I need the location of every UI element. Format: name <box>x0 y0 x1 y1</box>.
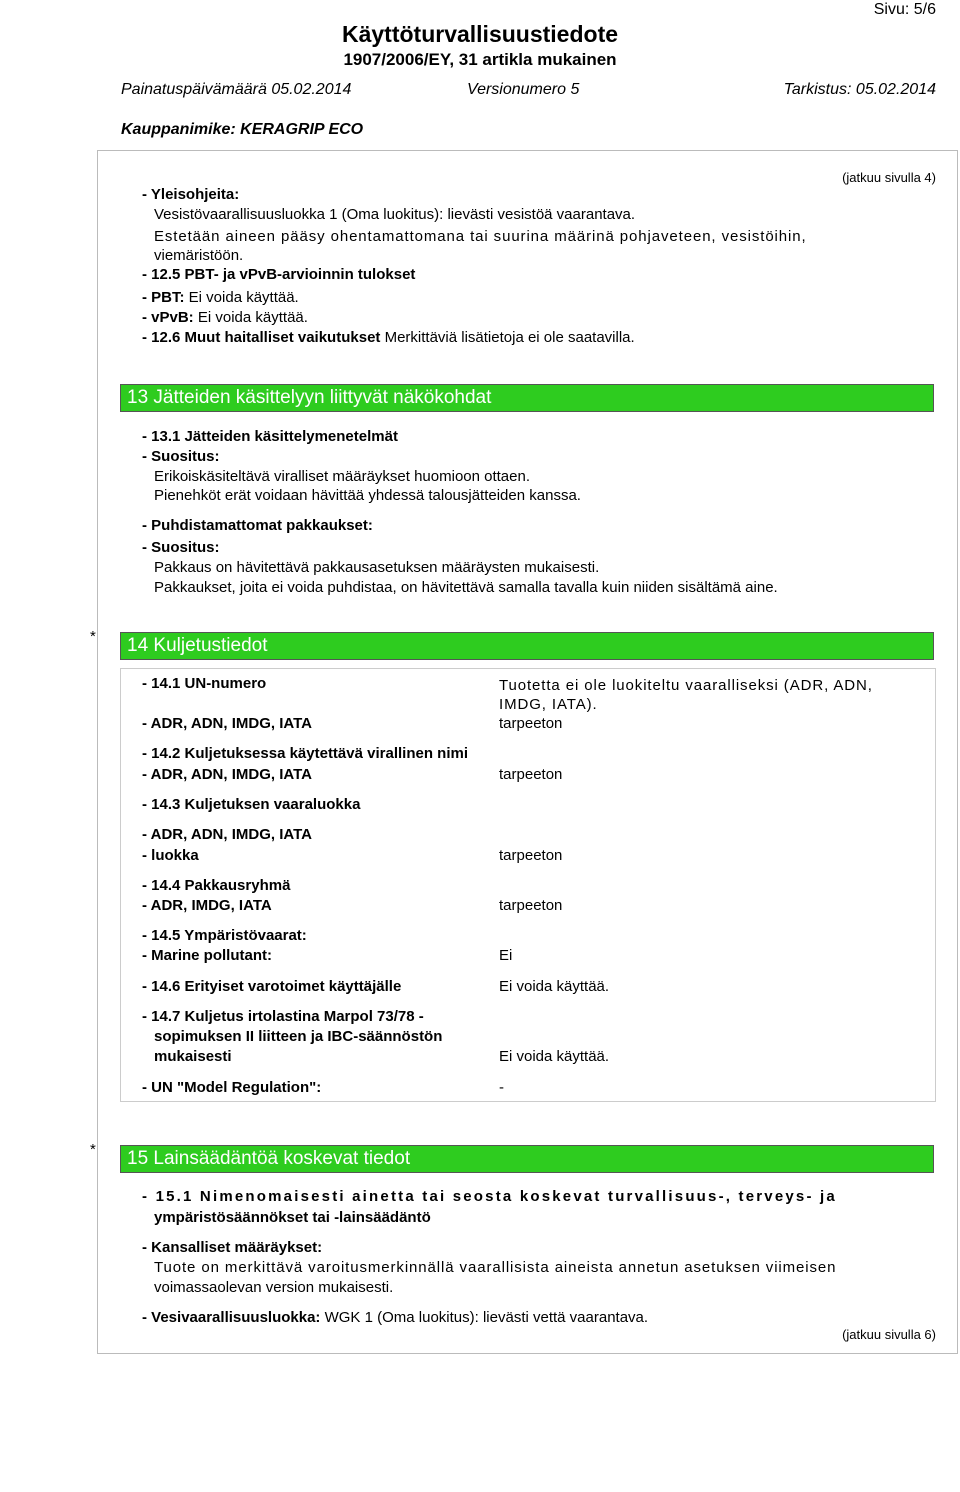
vpvb-row <box>142 308 308 327</box>
national-regulations-label: - Kansalliset määräykset: <box>142 1239 323 1256</box>
transport-mode-label: - ADR, ADN, IMDG, IATA <box>142 826 312 843</box>
bulk-transport-label: - 14.7 Kuljetus irtolastina Marpol 73/78 - <box>142 1008 424 1025</box>
vpvb-label: - vPvB: <box>142 309 194 326</box>
recommendation-line: Pienehköt erät voidaan hävittää yhdessä talousjätteiden kanssa. <box>154 487 581 504</box>
change-marker: * <box>90 628 96 645</box>
print-date: Painatuspäivämäärä 05.02.2014 <box>121 81 352 98</box>
water-hazard-row <box>142 1308 648 1327</box>
special-precautions-label: - 14.6 Erityiset varotoimet käyttäjälle <box>142 978 402 995</box>
un-number-value: Tuotetta ei ole luokiteltu vaaralliseksi (ADR, ADN, <box>499 677 873 694</box>
transport-mode-value: tarpeeton <box>499 715 563 732</box>
hazard-class-label: - 14.3 Kuljetuksen vaaraluokka <box>142 796 361 813</box>
recommendation-label: - Suositus: <box>142 448 220 465</box>
national-regulations-line: Tuote on merkittävä varoitusmerkinnällä vaarallisista aineista annetun asetuksen viimeisen <box>154 1259 837 1276</box>
page-number: Sivu: 5/6 <box>873 1 936 18</box>
water-hazard-label: - Vesivaarallisuusluokka: <box>142 1309 321 1326</box>
vpvb-value: Ei voida käyttää. <box>193 309 308 326</box>
version-number: Versionumero 5 <box>467 81 580 98</box>
trade-name: Kauppanimike: KERAGRIP ECO <box>121 121 364 138</box>
pbt-row <box>142 288 299 307</box>
other-effects-row <box>142 328 635 347</box>
packing-group-value: tarpeeton <box>499 897 563 914</box>
other-effects-value: Merkittäviä lisätietoja ei ole saatavilla. <box>380 329 635 346</box>
change-marker: * <box>90 1141 96 1158</box>
bulk-transport-label: sopimuksen II liitteen ja IBC-säännöstön <box>154 1028 443 1045</box>
recommendation-line: Erikoiskäsiteltävä viralliset määräykset huomioon ottaen. <box>154 468 531 485</box>
shipping-name-label: - 14.2 Kuljetuksessa käytettävä virallinen nimi <box>142 745 468 762</box>
general-advice-line: Estetään aineen pääsy ohentamattomana tai suurina määrinä pohjaveteen, vesistöihin, <box>154 228 807 245</box>
continued-from: (jatkuu sivulla 4) <box>842 170 936 185</box>
marine-pollutant-label: - Marine pollutant: <box>142 947 272 964</box>
pbt-value: Ei voida käyttää. <box>184 289 299 306</box>
un-number-value: IMDG, IATA). <box>499 696 598 713</box>
section-13-heading: 13 Jätteiden käsittelyyn liittyvät näkökohdat <box>120 384 934 412</box>
disposal-methods-heading: - 13.1 Jätteiden käsittelymenetelmät <box>142 428 398 445</box>
transport-mode-label: - ADR, IMDG, IATA <box>142 897 272 914</box>
class-value: tarpeeton <box>499 847 563 864</box>
general-advice-line: viemäristöön. <box>154 247 244 264</box>
pbt-heading: - 12.5 PBT- ja vPvB-arvioinnin tulokset <box>142 266 416 283</box>
model-regulation-value: - <box>499 1079 504 1096</box>
bulk-transport-value: Ei voida käyttää. <box>499 1048 610 1065</box>
document-title: Käyttöturvallisuustiedote <box>341 21 619 47</box>
recommendation-label: - Suositus: <box>142 539 220 556</box>
un-number-label: - 14.1 UN-numero <box>142 675 267 692</box>
uncleaned-packaging-label: - Puhdistamattomat pakkaukset: <box>142 517 373 534</box>
general-advice-label: - Yleisohjeita: <box>142 186 240 203</box>
continues-on: (jatkuu sivulla 6) <box>842 1327 936 1342</box>
transport-mode-label: - ADR, ADN, IMDG, IATA <box>142 766 312 783</box>
other-effects-label: - 12.6 Muut haitalliset vaikutukset <box>142 329 381 346</box>
pbt-label: - PBT: <box>142 289 185 306</box>
bulk-transport-label: mukaisesti <box>154 1048 232 1065</box>
model-regulation-label: - UN "Model Regulation": <box>142 1079 322 1096</box>
water-hazard-value: WGK 1 (Oma luokitus): lievästi vettä vaarantava. <box>320 1309 649 1326</box>
transport-mode-value: tarpeeton <box>499 766 563 783</box>
section-14-heading: 14 Kuljetustiedot <box>120 632 934 660</box>
revision-date: Tarkistus: 05.02.2014 <box>783 81 936 98</box>
regulations-heading: - 15.1 Nimenomaisesti ainetta tai seosta koskevat turvallisuus-, terveys- ja <box>142 1188 837 1205</box>
packing-group-label: - 14.4 Pakkausryhmä <box>142 877 291 894</box>
environmental-hazards-label: - 14.5 Ympäristövaarat: <box>142 927 307 944</box>
regulations-heading: ympäristösäännökset tai -lainsäädäntö <box>154 1209 431 1226</box>
recommendation-line: Pakkaus on hävitettävä pakkausasetuksen määräysten mukaisesti. <box>154 559 600 576</box>
national-regulations-line: voimassaolevan version mukaisesti. <box>154 1279 394 1296</box>
class-label: - luokka <box>142 847 199 864</box>
general-advice-line: Vesistövaarallisuusluokka 1 (Oma luokitus): lievästi vesistöä vaarantava. <box>154 206 636 223</box>
section-15-heading: 15 Lainsäädäntöä koskevat tiedot <box>120 1145 934 1173</box>
transport-mode-label: - ADR, ADN, IMDG, IATA <box>142 715 312 732</box>
special-precautions-value: Ei voida käyttää. <box>499 978 610 995</box>
marine-pollutant-value: Ei <box>499 947 513 964</box>
document-subtitle: 1907/2006/EY, 31 artikla mukainen <box>343 50 617 69</box>
recommendation-line: Pakkaukset, joita ei voida puhdistaa, on hävitettävä samalla tavalla kuin niiden sisältämä aine. <box>154 579 778 596</box>
